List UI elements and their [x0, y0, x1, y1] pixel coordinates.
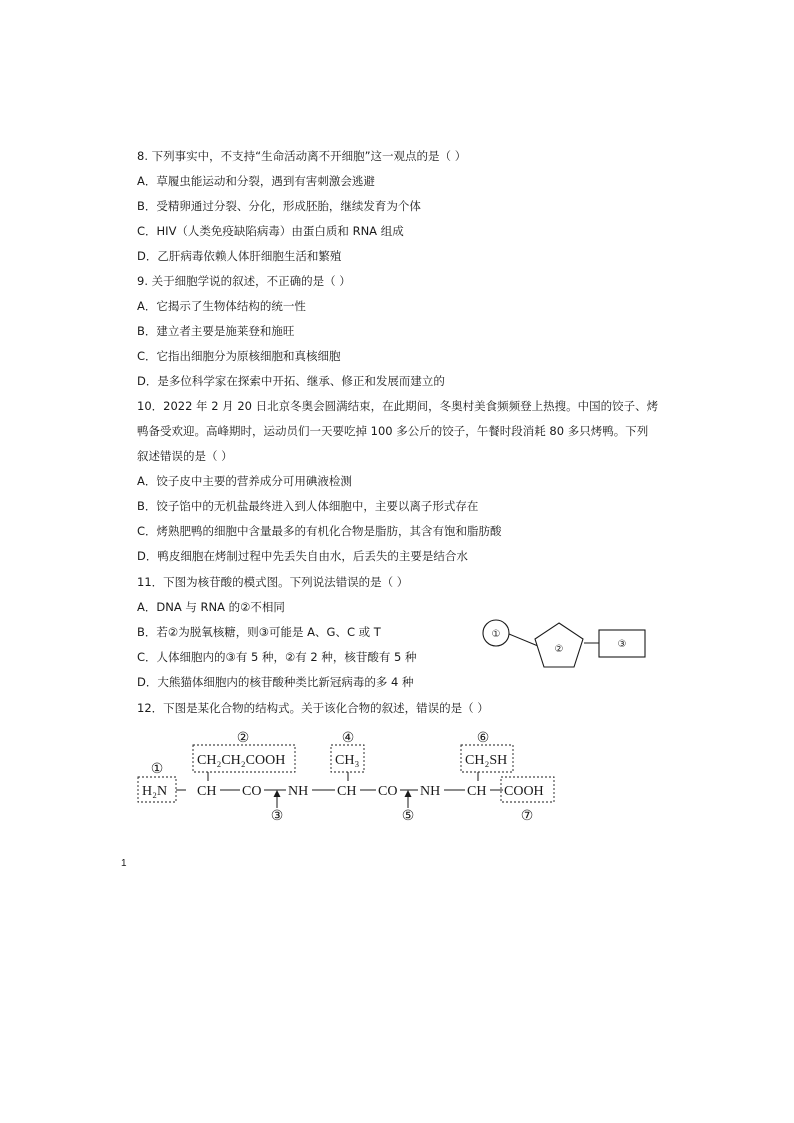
label-circled-3: ③ — [270, 809, 284, 824]
q9-option-b: B．建立者主要是施莱登和施旺 — [137, 324, 295, 338]
label-circled-7: ⑦ — [520, 809, 534, 824]
alpha-carbon-3: CH — [467, 784, 487, 799]
q8-option-a: A．草履虫能运动和分裂，遇到有害刺激会逃避 — [137, 174, 375, 188]
carboxyl-group: COOH — [504, 784, 544, 799]
imino-2: NH — [420, 784, 441, 799]
amino-group: H₂N — [142, 784, 168, 799]
q12-stem: 12．下图是某化合物的结构式。关于该化合物的叙述，错误的是（ ） — [137, 701, 489, 715]
diagram-label-1: ① — [491, 629, 501, 640]
arrow-peptide-bond-2 — [405, 790, 412, 797]
label-circled-5: ⑤ — [401, 809, 415, 824]
nucleotide-diagram — [476, 612, 648, 674]
arrow-peptide-bond-1 — [274, 790, 281, 797]
side-chain-r3: CH₂SH — [465, 753, 508, 768]
q9-option-d: D．是多位科学家在探索中开拓、继承、修正和发展而建立的 — [137, 374, 445, 388]
q9-stem: 9. 关于细胞学说的叙述，不正确的是（ ） — [137, 274, 351, 288]
q11-option-a: A．DNA 与 RNA 的②不相同 — [137, 600, 285, 614]
q10-stem-line-1: 10．2022 年 2 月 20 日北京冬奥会圆满结束，在此期间，冬奥村美食频频登上热搜。中国的饺子、烤 — [137, 399, 659, 413]
q8-option-d: D．乙肝病毒依赖人体肝细胞生活和繁殖 — [137, 249, 342, 263]
label-circled-4: ④ — [341, 731, 355, 746]
side-chain-r1: CH₂CH₂COOH — [197, 753, 286, 768]
q8-option-c: C．HIV（人类免疫缺陷病毒）由蛋白质和 RNA 组成 — [137, 224, 404, 238]
diagram-label-2: ② — [554, 644, 564, 655]
q9-option-a: A．它揭示了生物体结构的统一性 — [137, 299, 306, 313]
q11-option-c: C．人体细胞内的③有 5 种，②有 2 种，核苷酸有 5 种 — [137, 650, 417, 664]
carbonyl-1: CO — [242, 784, 262, 799]
q10-option-b: B．饺子馅中的无机盐最终进入到人体细胞中，主要以离子形式存在 — [137, 499, 479, 513]
q9-option-c: C．它指出细胞分为原核细胞和真核细胞 — [137, 349, 341, 363]
alpha-carbon-2: CH — [337, 784, 357, 799]
tripeptide-structure — [128, 724, 568, 826]
q8-option-b: B．受精卵通过分裂、分化，形成胚胎，继续发育为个体 — [137, 199, 421, 213]
q10-option-c: C．烤熟肥鸭的细胞中含量最多的有机化合物是脂肪，其含有饱和脂肪酸 — [137, 524, 502, 538]
q10-stem-line-3: 叙述错误的是（ ） — [137, 449, 233, 463]
q10-stem-line-2: 鸭备受欢迎。高峰期时，运动员们一天要吃掉 100 多公斤的饺子，午餐时段消耗 80 多只烤鸭。下列 — [137, 424, 649, 438]
alpha-carbon-1: CH — [197, 784, 217, 799]
label-circled-1: ① — [150, 762, 164, 777]
q11-stem: 11．下图为核苷酸的模式图。下列说法错误的是（ ） — [137, 575, 409, 589]
q11-option-b: B．若②为脱氧核糖，则③可能是 A、G、C 或 T — [137, 625, 381, 639]
label-circled-2: ② — [236, 731, 250, 746]
label-circled-6: ⑥ — [476, 731, 490, 746]
q8-stem: 8. 下列事实中，不支持“生命活动离不开细胞”这一观点的是（ ） — [137, 149, 467, 163]
imino-1: NH — [288, 784, 309, 799]
page-number: 1 — [121, 858, 127, 869]
diagram-label-3: ③ — [617, 639, 627, 650]
q10-option-a: A．饺子皮中主要的营养成分可用碘液检测 — [137, 474, 352, 488]
side-chain-r2: CH₃ — [335, 753, 360, 768]
carbonyl-2: CO — [378, 784, 398, 799]
q11-option-d: D．大熊猫体细胞内的核苷酸种类比新冠病毒的多 4 种 — [137, 675, 414, 689]
q10-option-d: D．鸭皮细胞在烤制过程中先丢失自由水，后丢失的主要是结合水 — [137, 549, 468, 563]
